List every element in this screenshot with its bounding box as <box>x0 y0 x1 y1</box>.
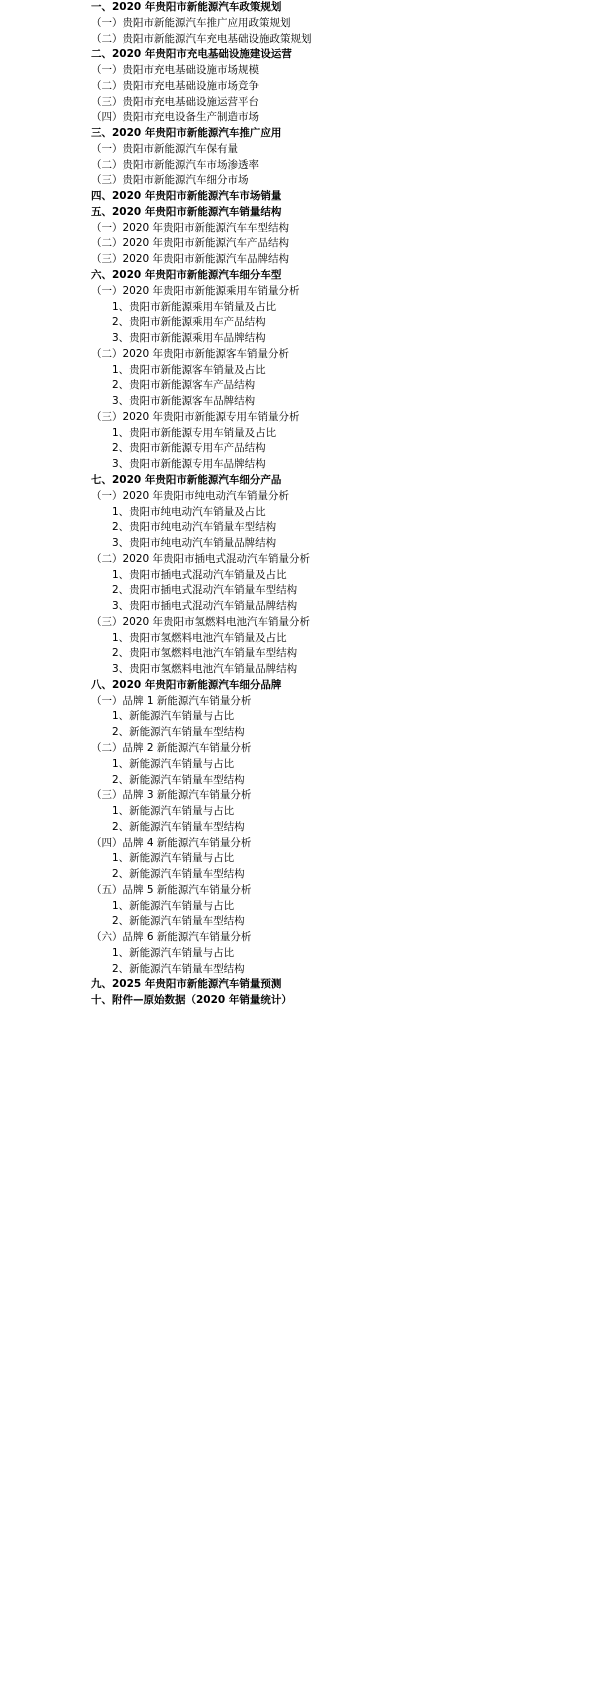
toc-section-item: （五）品牌 5 新能源汽车销量分析 <box>91 883 252 896</box>
toc-subsection-item: 2、贵阳市纯电动汽车销量车型结构 <box>112 521 277 534</box>
toc-section-item: （一）贵阳市充电基础设施市场规模 <box>91 64 259 77</box>
toc-chapter-heading: 六、2020 年贵阳市新能源汽车细分车型 <box>91 269 282 282</box>
toc-section-item: （一）品牌 1 新能源汽车销量分析 <box>91 694 252 707</box>
toc-section-item: （六）品牌 6 新能源汽车销量分析 <box>91 931 252 944</box>
toc-section-item: （一）2020 年贵阳市新能源汽车车型结构 <box>91 221 290 234</box>
toc-section-item: （二）贵阳市充电基础设施市场竞争 <box>91 79 259 92</box>
table-of-contents <box>91 0 591 1009</box>
toc-chapter-heading: 三、2020 年贵阳市新能源汽车推广应用 <box>91 127 282 140</box>
toc-section-item: （三）2020 年贵阳市新能源专用车销量分析 <box>91 410 300 423</box>
toc-subsection-item: 2、贵阳市新能源专用车产品结构 <box>112 442 266 455</box>
toc-subsection-item: 2、贵阳市氢燃料电池汽车销量车型结构 <box>112 647 298 660</box>
toc-subsection-item: 2、新能源汽车销量车型结构 <box>112 915 245 928</box>
toc-chapter-heading: 七、2020 年贵阳市新能源汽车细分产品 <box>91 473 282 486</box>
toc-subsection-item: 1、新能源汽车销量与占比 <box>112 757 235 770</box>
toc-subsection-item: 2、新能源汽车销量车型结构 <box>112 726 245 739</box>
toc-subsection-item: 3、贵阳市新能源专用车品牌结构 <box>112 458 266 471</box>
toc-chapter-heading: 五、2020 年贵阳市新能源汽车销量结构 <box>91 205 282 218</box>
toc-subsection-item: 2、贵阳市插电式混动汽车销量车型结构 <box>112 584 298 597</box>
toc-section-item: （二）2020 年贵阳市新能源客车销量分析 <box>91 347 290 360</box>
toc-section-item: （二）2020 年贵阳市插电式混动汽车销量分析 <box>91 552 311 565</box>
toc-section-item: （四）贵阳市充电设备生产制造市场 <box>91 111 259 124</box>
toc-section-item: （四）品牌 4 新能源汽车销量分析 <box>91 836 252 849</box>
toc-section-item: （一）贵阳市新能源汽车推广应用政策规划 <box>91 16 291 29</box>
toc-subsection-item: 2、新能源汽车销量车型结构 <box>112 820 245 833</box>
toc-section-item: （一）2020 年贵阳市新能源乘用车销量分析 <box>91 284 300 297</box>
toc-subsection-item: 3、贵阳市纯电动汽车销量品牌结构 <box>112 537 277 550</box>
toc-subsection-item: 1、新能源汽车销量与占比 <box>112 899 235 912</box>
toc-section-item: （三）贵阳市充电基础设施运营平台 <box>91 95 259 108</box>
toc-subsection-item: 2、新能源汽车销量车型结构 <box>112 868 245 881</box>
toc-subsection-item: 2、贵阳市新能源客车产品结构 <box>112 379 256 392</box>
toc-subsection-item: 2、新能源汽车销量车型结构 <box>112 962 245 975</box>
toc-section-item: （三）2020 年贵阳市氢燃料电池汽车销量分析 <box>91 615 311 628</box>
toc-subsection-item: 1、新能源汽车销量与占比 <box>112 805 235 818</box>
toc-chapter-heading: 一、2020 年贵阳市新能源汽车政策规划 <box>91 1 282 13</box>
toc-subsection-item: 1、贵阳市新能源专用车销量及占比 <box>112 426 277 439</box>
toc-subsection-item: 3、贵阳市新能源客车品牌结构 <box>112 395 256 408</box>
toc-chapter-heading: 四、2020 年贵阳市新能源汽车市场销量 <box>91 190 282 203</box>
toc-section-item: （一）贵阳市新能源汽车保有量 <box>91 142 238 155</box>
toc-section-item: （一）2020 年贵阳市纯电动汽车销量分析 <box>91 489 290 502</box>
toc-section-item: （三）2020 年贵阳市新能源汽车品牌结构 <box>91 253 290 266</box>
toc-section-item: （二）2020 年贵阳市新能源汽车产品结构 <box>91 237 290 250</box>
toc-subsection-item: 2、贵阳市新能源乘用车产品结构 <box>112 316 266 329</box>
toc-subsection-item: 1、新能源汽车销量与占比 <box>112 946 235 959</box>
toc-subsection-item: 1、贵阳市纯电动汽车销量及占比 <box>112 505 266 518</box>
toc-subsection-item: 1、贵阳市新能源客车销量及占比 <box>112 363 266 376</box>
toc-subsection-item: 1、贵阳市新能源乘用车销量及占比 <box>112 300 277 313</box>
toc-subsection-item: 1、贵阳市氢燃料电池汽车销量及占比 <box>112 631 287 644</box>
toc-subsection-item: 1、新能源汽车销量与占比 <box>112 710 235 723</box>
toc-chapter-heading: 九、2025 年贵阳市新能源汽车销量预测 <box>91 978 282 991</box>
toc-subsection-item: 1、贵阳市插电式混动汽车销量及占比 <box>112 568 287 581</box>
toc-chapter-heading: 八、2020 年贵阳市新能源汽车细分品牌 <box>91 678 282 691</box>
toc-subsection-item: 1、新能源汽车销量与占比 <box>112 852 235 865</box>
toc-subsection-item: 3、贵阳市氢燃料电池汽车销量品牌结构 <box>112 663 298 676</box>
toc-section-item: （二）品牌 2 新能源汽车销量分析 <box>91 741 252 754</box>
toc-chapter-heading: 十、附件—原始数据（2020 年销量统计） <box>91 994 292 1007</box>
toc-subsection-item: 3、贵阳市新能源乘用车品牌结构 <box>112 332 266 345</box>
toc-section-item: （二）贵阳市新能源汽车市场渗透率 <box>91 158 259 171</box>
toc-chapter-heading: 二、2020 年贵阳市充电基础设施建设运营 <box>91 48 292 61</box>
toc-section-item: （三）贵阳市新能源汽车细分市场 <box>91 174 249 187</box>
toc-subsection-item: 3、贵阳市插电式混动汽车销量品牌结构 <box>112 600 298 613</box>
toc-section-item: （三）品牌 3 新能源汽车销量分析 <box>91 789 252 802</box>
toc-section-item: （二）贵阳市新能源汽车充电基础设施政策规划 <box>91 32 312 45</box>
toc-subsection-item: 2、新能源汽车销量车型结构 <box>112 773 245 786</box>
